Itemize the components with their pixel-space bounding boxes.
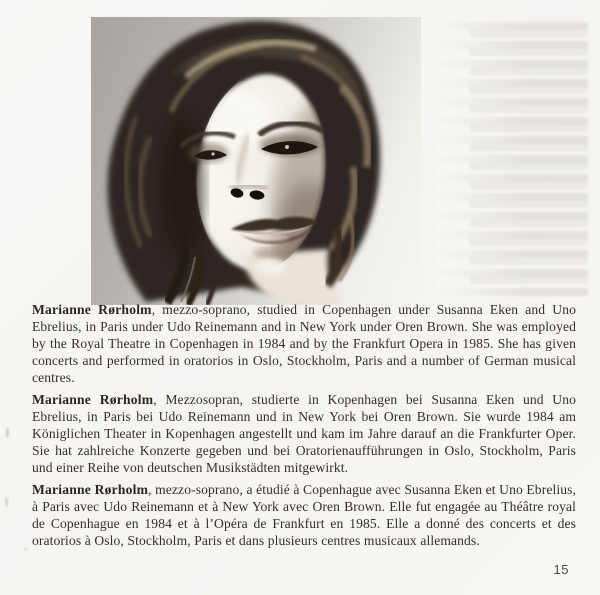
bio-paragraph-english — [32, 301, 576, 386]
artist-biography — [32, 301, 576, 554]
bio-text-french: , mezzo-soprano, a étudié à Copenhague avec Susanna Eken et Uno Ebrelius, à Paris avec Udo Reinemann et à New York avec Oren Brown. Elle fut engagée au Théâtre royal de Copenhague en 1984 et à l’Opéra de Frankfurt en 1985. Elle a donné des concerts et des oratorios à Oslo, Stockholm, Paris et dans plusieurs centres musicaux allemands. — [32, 482, 576, 548]
scan-edge-mark — [6, 428, 9, 437]
bio-text-german: , Mezzosopran, studierte in Kopenhagen bei Susanna Eken und Uno Ebrelius, in Paris bei Udo Reinemann und in New York bei Oren Brown. Sie wurde 1984 am Königlichen Theater in Kopenhagen angestellt und kam im Jahre darauf an die Frankfurter Oper. Sie hat zahlreiche Konzerte gegeben und bei Oratorienaufführungen in Oslo, Stockholm, Paris und einer Reihe von deutschen Musikstädten mitgewirkt. — [32, 392, 576, 475]
portrait-illustration — [91, 17, 421, 305]
scan-edge-mark — [24, 548, 28, 551]
artist-name-bold: Marianne Rørholm — [32, 482, 149, 497]
bio-text-english: , mezzo-soprano, studied in Copenhagen under Susanna Eken and Uno Ebrelius, in Paris under Udo Reinemann and in New York under Oren Brown. She was employed by the Royal Theatre in Copenhagen in 1984 and by the Frankfurt Opera in 1985. She has given concerts and performed in oratorios in Oslo, Stockholm, Paris and a number of German musical centres. — [32, 302, 577, 385]
bio-paragraph-french — [32, 481, 576, 549]
scan-edge-mark — [5, 498, 8, 506]
page-bleed-through-text-faint — [470, 30, 588, 292]
artist-portrait-photo — [91, 17, 421, 305]
bio-paragraph-german — [32, 391, 576, 476]
page-number: 15 — [553, 562, 569, 577]
artist-name-bold: Marianne Rørholm — [32, 392, 154, 407]
artist-name-bold: Marianne Rørholm — [32, 302, 152, 317]
